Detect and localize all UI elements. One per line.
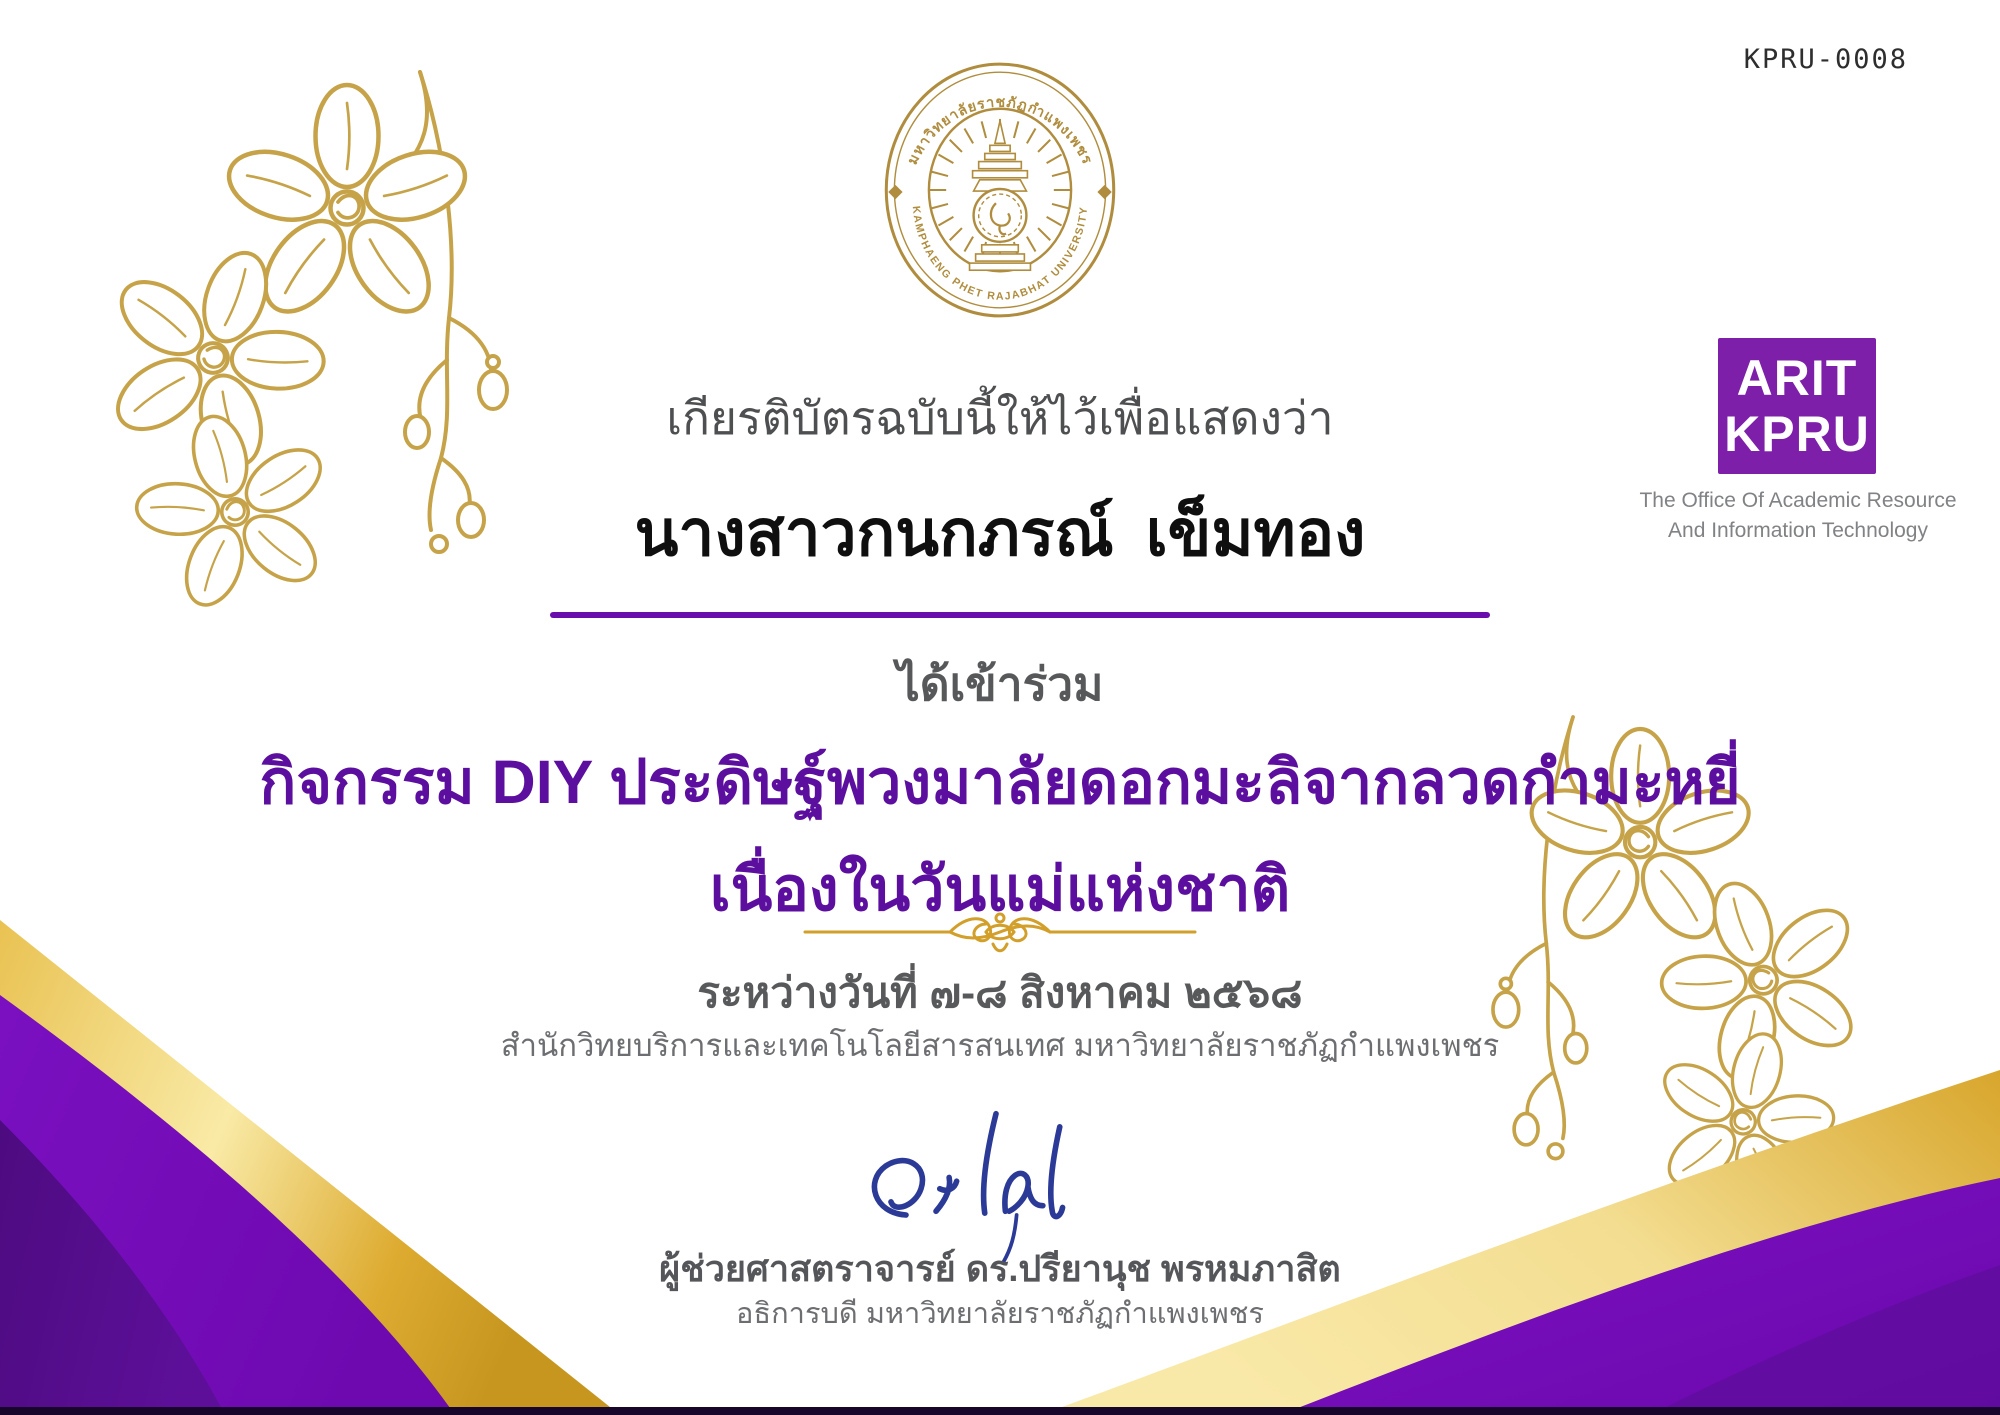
- arit-logo-line2: KPRU: [1724, 406, 1870, 462]
- arit-logo-line1: ARIT: [1736, 350, 1858, 406]
- arit-caption-line2: And Information Technology: [1668, 519, 1928, 543]
- recipient-name: นางสาวกนกภรณ์ เข็มทอง: [634, 498, 1366, 569]
- organizer-name: สำนักวิทยบริการและเทคโนโลยีสารสนเทศ มหาวิทยาลัยราชภัฏกำแพงเพชร: [500, 1028, 1500, 1063]
- activity-title-line1: กิจกรรม DIY ประดิษฐ์พวงมาลัยดอกมะลิจากลวดกำมะหยี่: [259, 748, 1741, 816]
- signer-name: ผู้ช่วยศาสตราจารย์ ดร.ปรียานุช พรหมภาสิต: [659, 1248, 1341, 1289]
- activity-title-line2: เนื่องในวันแม่แห่งชาติ: [709, 855, 1291, 923]
- university-seal: [878, 58, 1122, 322]
- arit-caption-line1: The Office Of Academic Resource: [1639, 489, 1957, 512]
- name-underline: [550, 612, 1490, 618]
- arit-logo-caption: [1628, 486, 1968, 547]
- certificate-intro-text: เกียรติบัตรฉบับนี้ให้ไว้เพื่อแสดงว่า: [666, 392, 1334, 444]
- participation-text: ได้เข้าร่วม: [896, 658, 1104, 710]
- seal-chedi: [970, 121, 1031, 270]
- signer-title: อธิการบดี มหาวิทยาลัยราชภัฏกำแพงเพชร: [735, 1298, 1265, 1330]
- event-date: ระหว่างวันที่ ๗-๘ สิงหาคม ๒๕๖๘: [697, 969, 1303, 1016]
- seal-thai-text: มหาวิทยาลัยราชภัฏกำแพงเพชร: [904, 94, 1096, 168]
- seal-english-text: KAMPHAENG PHET RAJABHAT UNIVERSITY: [909, 205, 1091, 303]
- arit-kpru-logo: [1718, 338, 1876, 474]
- certificate-code: KPRU-0008: [1743, 44, 1908, 75]
- bottom-edge-strip: [0, 1407, 2000, 1415]
- gold-flourish-divider: [800, 902, 1200, 962]
